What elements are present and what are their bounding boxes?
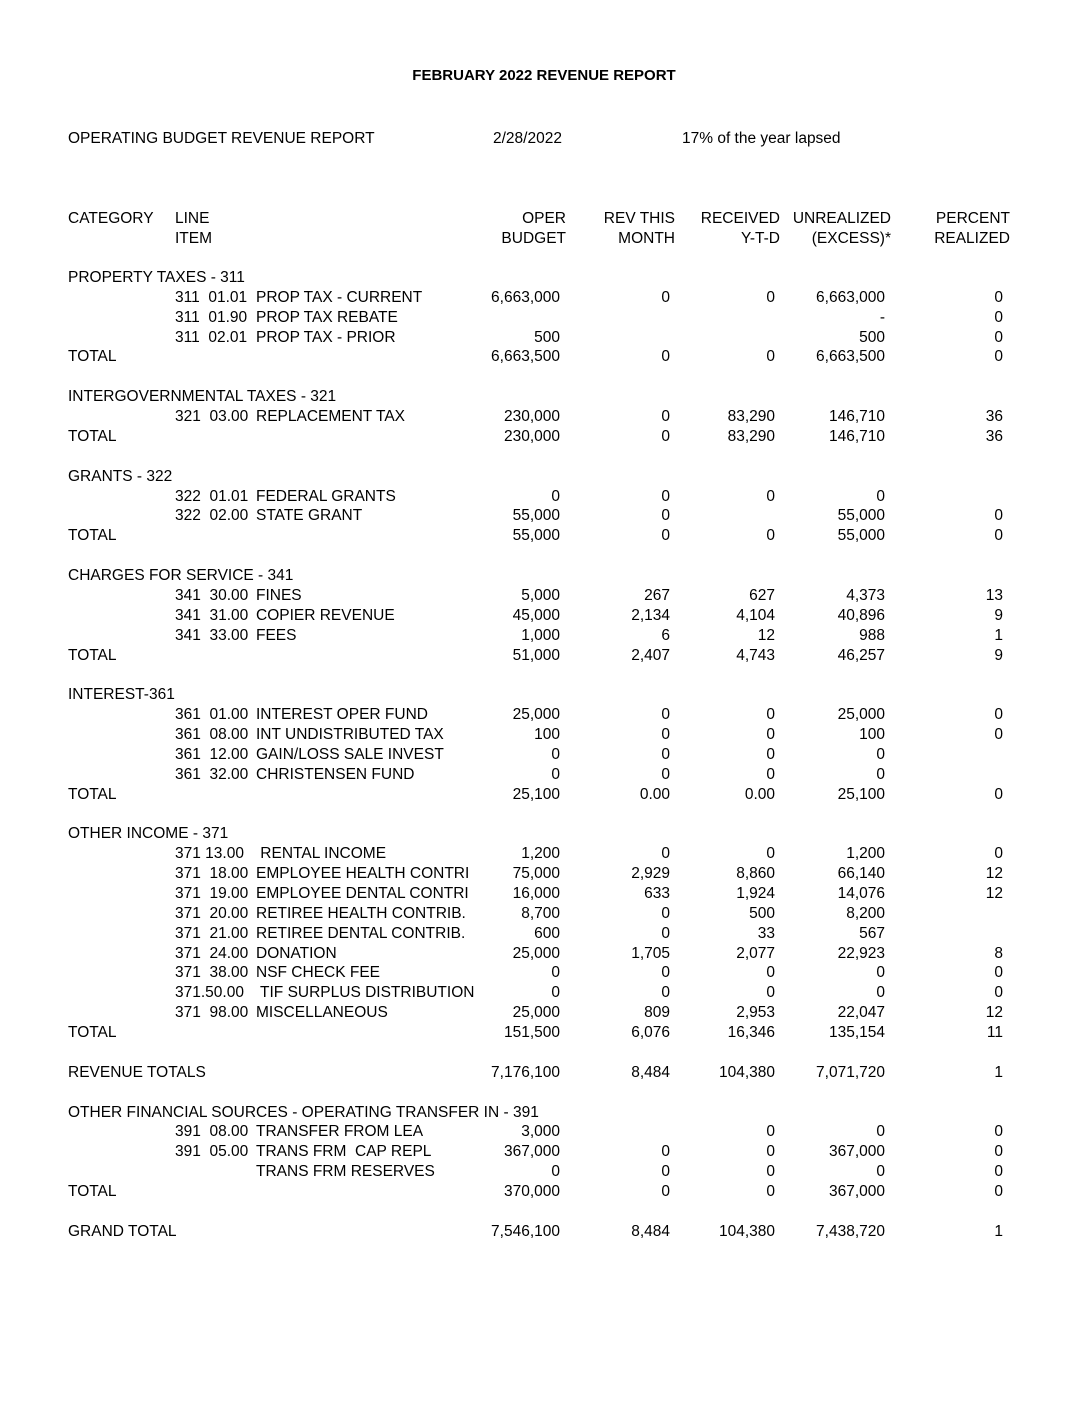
line-code: 311 01.90: [175, 308, 248, 326]
line-description: FEDERAL GRANTS: [256, 487, 396, 505]
cell-budget: 0: [551, 487, 560, 505]
cell-ytd: 83,290: [727, 427, 775, 445]
cell-ytd: 0: [766, 845, 775, 863]
cell-percent: 0: [994, 328, 1003, 346]
section-heading: INTERGOVERNMENTAL TAXES - 321: [68, 388, 337, 406]
cell-budget: 25,100: [512, 785, 560, 803]
cell-unrealized: 1,200: [846, 845, 885, 863]
line-code: 322 01.01: [175, 487, 249, 505]
cell-unrealized: 14,076: [837, 884, 885, 902]
line-code: 391 08.00: [175, 1123, 249, 1141]
cell-ytd: 0: [766, 726, 775, 743]
section-heading: OTHER FINANCIAL SOURCES - OPERATING TRANSFER IN - 391: [68, 1103, 539, 1121]
line-code: 371 19.00: [175, 884, 249, 902]
cell-unrealized: 146,710: [828, 427, 885, 445]
line-description: TIF SURPLUS DISTRIBUTION: [256, 984, 475, 1002]
total-label: TOTAL: [68, 427, 117, 445]
cell-month: 0: [661, 845, 670, 863]
line-description: FEES: [256, 626, 297, 644]
cell-unrealized: 22,923: [837, 944, 885, 962]
total-label: TOTAL: [68, 1183, 117, 1201]
cell-ytd: 0: [766, 487, 775, 505]
cell-ytd: 104,380: [718, 1063, 775, 1081]
line-description: PROP TAX REBATE: [256, 308, 398, 326]
cell-month: 6: [661, 626, 670, 644]
line-code: 371 24.00: [175, 944, 249, 962]
cell-unrealized: 8,200: [846, 904, 885, 922]
cell-percent: 0: [994, 348, 1003, 366]
line-description: REPLACEMENT TAX: [256, 408, 406, 426]
cell-ytd: 12: [757, 626, 775, 644]
cell-budget: 25,000: [512, 706, 560, 724]
cell-percent: 0: [994, 1163, 1003, 1181]
cell-month: 0: [661, 507, 670, 525]
cell-budget: 6,663,500: [491, 348, 560, 366]
report-date: 2/28/2022: [493, 130, 562, 147]
cell-budget: 3,000: [521, 1123, 560, 1141]
line-description: STATE GRANT: [256, 507, 363, 525]
header-unrealized: UNREALIZED: [792, 210, 891, 227]
cell-percent: 0: [994, 845, 1003, 863]
line-description: TRANS FRM RESERVES: [256, 1163, 435, 1181]
cell-percent: 0: [994, 527, 1003, 545]
cell-budget: 370,000: [503, 1183, 560, 1201]
cell-percent: 12: [985, 1004, 1003, 1022]
cell-month: 0: [661, 706, 670, 724]
cell-budget: 25,000: [512, 944, 560, 962]
cell-unrealized: 46,257: [837, 646, 885, 664]
line-description: FINES: [256, 586, 302, 604]
line-code: 341 31.00: [175, 606, 249, 624]
cell-ytd: 0: [766, 348, 775, 366]
cell-month: 2,134: [631, 606, 670, 624]
line-description: DONATION: [256, 944, 337, 962]
cell-budget: 0: [551, 745, 560, 763]
cell-unrealized: 367,000: [828, 1143, 885, 1161]
header-line: LINE: [175, 210, 210, 227]
cell-unrealized: 55,000: [837, 527, 885, 545]
cell-percent: 0: [994, 984, 1003, 1002]
section-heading: INTEREST-361: [68, 686, 175, 704]
cell-percent: 9: [994, 606, 1003, 624]
cell-month: 2,407: [631, 646, 670, 664]
line-description: TRANSFER FROM LEA: [256, 1123, 424, 1141]
cell-month: 0: [661, 1143, 670, 1161]
line-code: 371.50.00: [175, 984, 244, 1002]
cell-unrealized: 6,663,500: [816, 348, 885, 366]
cell-ytd: 104,380: [718, 1222, 775, 1240]
cell-month: 0: [661, 726, 670, 743]
header-budget: BUDGET: [501, 230, 566, 247]
cell-budget: 0: [551, 984, 560, 1002]
line-description: EMPLOYEE HEALTH CONTRI: [256, 865, 470, 883]
cell-percent: 0: [994, 785, 1003, 803]
cell-unrealized: 0: [876, 1123, 885, 1141]
cell-month: 1,705: [631, 944, 670, 962]
line-description: INTEREST OPER FUND: [256, 706, 428, 724]
cell-budget: 75,000: [512, 865, 560, 883]
cell-ytd: 4,743: [736, 646, 775, 664]
cell-ytd: 0: [766, 1123, 775, 1141]
line-description: INT UNDISTRIBUTED TAX: [256, 726, 444, 743]
header-received: RECEIVED: [700, 210, 780, 227]
cell-budget: 230,000: [503, 408, 560, 426]
cell-ytd: 0: [766, 1183, 775, 1201]
total-label: TOTAL: [68, 785, 117, 803]
cell-unrealized: 4,373: [846, 586, 885, 604]
cell-ytd: 8,860: [736, 865, 775, 883]
cell-percent: 36: [985, 427, 1003, 445]
line-code: 371 20.00: [175, 904, 249, 922]
cell-budget: 230,000: [503, 427, 560, 445]
header-oper: OPER: [522, 210, 566, 227]
cell-ytd: 500: [749, 904, 775, 922]
cell-month: 0: [661, 427, 670, 445]
cell-unrealized: 40,896: [837, 606, 885, 624]
line-description: RETIREE HEALTH CONTRIB.: [256, 904, 466, 922]
cell-unrealized: 66,140: [837, 865, 885, 883]
section-heading: PROPERTY TAXES - 311: [68, 269, 245, 286]
header-percent: PERCENT: [935, 210, 1010, 227]
line-code: 361 01.00: [175, 706, 249, 724]
cell-unrealized: -: [879, 308, 885, 326]
cell-budget: 0: [551, 765, 560, 783]
section-heading: OTHER INCOME - 371: [68, 825, 229, 843]
header-realized: REALIZED: [934, 230, 1010, 247]
total-label: TOTAL: [68, 646, 117, 664]
cell-unrealized: 367,000: [828, 1183, 885, 1201]
cell-unrealized: 25,000: [837, 706, 885, 724]
cell-unrealized: 0: [876, 487, 885, 505]
cell-budget: 8,700: [521, 904, 560, 922]
cell-ytd: 627: [749, 586, 775, 604]
cell-budget: 6,663,000: [491, 288, 560, 306]
cell-percent: 0: [994, 706, 1003, 724]
line-code: 322 02.00: [175, 507, 249, 525]
cell-percent: 9: [994, 646, 1003, 664]
cell-month: 8,484: [631, 1222, 670, 1240]
cell-ytd: 0: [766, 765, 775, 783]
line-code: 311 01.01: [175, 288, 248, 306]
report-title: FEBRUARY 2022 REVENUE REPORT: [412, 67, 676, 84]
line-description: TRANS FRM CAP REPL: [256, 1143, 432, 1161]
cell-budget: 1,000: [521, 626, 560, 644]
cell-budget: 5,000: [521, 586, 560, 604]
cell-unrealized: 25,100: [837, 785, 885, 803]
year-lapsed-note: 17% of the year lapsed: [682, 130, 841, 147]
cell-month: 0: [661, 904, 670, 922]
line-code: 371 18.00: [175, 865, 249, 883]
cell-percent: 12: [985, 884, 1003, 902]
total-label: TOTAL: [68, 1024, 117, 1042]
cell-month: 0: [661, 487, 670, 505]
cell-budget: 500: [534, 328, 560, 346]
line-description: COPIER REVENUE: [256, 606, 395, 624]
cell-budget: 16,000: [512, 884, 560, 902]
cell-ytd: 0: [766, 745, 775, 763]
cell-percent: 0: [994, 1143, 1003, 1161]
cell-ytd: 2,077: [736, 944, 775, 962]
cell-budget: 600: [534, 924, 560, 942]
cell-month: 0: [661, 527, 670, 545]
cell-ytd: 4,104: [736, 606, 775, 624]
cell-ytd: 0: [766, 964, 775, 982]
cell-percent: 1: [994, 626, 1003, 644]
line-code: 341 30.00: [175, 586, 249, 604]
cell-unrealized: 6,663,000: [816, 288, 885, 306]
cell-month: 6,076: [631, 1024, 670, 1042]
line-code: 371 21.00: [175, 924, 249, 942]
line-code: 341 33.00: [175, 626, 249, 644]
cell-percent: 0: [994, 507, 1003, 525]
cell-unrealized: 146,710: [828, 408, 885, 426]
cell-ytd: 1,924: [736, 884, 775, 902]
cell-month: 0: [661, 924, 670, 942]
line-code: 371 13.00: [175, 845, 244, 863]
cell-ytd: 0: [766, 1143, 775, 1161]
line-description: CHRISTENSEN FUND: [256, 765, 415, 783]
cell-ytd: 33: [757, 924, 775, 942]
cell-budget: 55,000: [512, 527, 560, 545]
cell-ytd: 83,290: [727, 408, 775, 426]
cell-percent: 8: [994, 944, 1003, 962]
line-code: 361 12.00: [175, 745, 249, 763]
cell-unrealized: 0: [876, 745, 885, 763]
report-name: OPERATING BUDGET REVENUE REPORT: [68, 130, 375, 147]
cell-percent: 13: [985, 586, 1003, 604]
header-rev-this: REV THIS: [603, 210, 675, 227]
cell-month: 0: [661, 745, 670, 763]
cell-budget: 25,000: [512, 1004, 560, 1022]
cell-month: 2,929: [631, 865, 670, 883]
cell-month: 0: [661, 984, 670, 1002]
cell-month: 0: [661, 765, 670, 783]
section-heading: GRANTS - 322: [68, 467, 173, 485]
cell-unrealized: 0: [876, 984, 885, 1002]
header-excess: (EXCESS)*: [811, 230, 891, 247]
cell-ytd: 0: [766, 1163, 775, 1181]
cell-unrealized: 135,154: [828, 1024, 885, 1042]
cell-month: 0: [661, 964, 670, 982]
cell-budget: 100: [534, 726, 560, 743]
cell-percent: 36: [985, 408, 1003, 426]
cell-unrealized: 500: [859, 328, 885, 346]
cell-percent: 0: [994, 308, 1003, 326]
line-description: EMPLOYEE DENTAL CONTRI: [256, 884, 469, 902]
cell-month: 8,484: [631, 1063, 670, 1081]
cell-month: 809: [644, 1004, 670, 1022]
cell-percent: 1: [994, 1063, 1003, 1081]
cell-budget: 7,546,100: [491, 1222, 560, 1240]
cell-month: 0: [661, 1163, 670, 1181]
cell-percent: 0: [994, 1183, 1003, 1201]
cell-month: 633: [644, 884, 670, 902]
cell-percent: 12: [985, 865, 1003, 883]
cell-ytd: 0: [766, 706, 775, 724]
line-description: PROP TAX - CURRENT: [256, 288, 423, 306]
cell-budget: 7,176,100: [491, 1063, 560, 1081]
cell-budget: 51,000: [512, 646, 560, 664]
line-description: NSF CHECK FEE: [256, 964, 381, 982]
cell-percent: 1: [994, 1222, 1003, 1240]
cell-ytd: 16,346: [727, 1024, 775, 1042]
line-description: PROP TAX - PRIOR: [256, 328, 396, 346]
cell-unrealized: 22,047: [837, 1004, 885, 1022]
total-label: GRAND TOTAL: [68, 1222, 177, 1240]
line-code: 371 98.00: [175, 1004, 249, 1022]
cell-unrealized: 0: [876, 1163, 885, 1181]
cell-budget: 0: [551, 1163, 560, 1181]
cell-percent: 0: [994, 726, 1003, 743]
cell-unrealized: 0: [876, 765, 885, 783]
section-heading: CHARGES FOR SERVICE - 341: [68, 567, 294, 585]
line-description: RENTAL INCOME: [256, 845, 387, 863]
cell-ytd: 0: [766, 984, 775, 1002]
total-label: TOTAL: [68, 348, 117, 366]
cell-month: 0: [661, 288, 670, 306]
line-code: 321 03.00: [175, 408, 249, 426]
line-description: RETIREE DENTAL CONTRIB.: [256, 924, 466, 942]
cell-ytd: 2,953: [736, 1004, 775, 1022]
cell-ytd: 0: [766, 288, 775, 306]
header-ytd: Y-T-D: [740, 230, 780, 247]
cell-unrealized: 7,071,720: [816, 1063, 885, 1081]
header-category: CATEGORY: [68, 210, 154, 227]
cell-unrealized: 0: [876, 964, 885, 982]
total-label: REVENUE TOTALS: [68, 1063, 206, 1081]
cell-unrealized: 988: [859, 626, 885, 644]
total-label: TOTAL: [68, 527, 117, 545]
cell-month: 267: [644, 586, 670, 604]
cell-percent: 0: [994, 964, 1003, 982]
cell-unrealized: 7,438,720: [816, 1222, 885, 1240]
line-code: 311 02.01: [175, 328, 248, 346]
header-month: MONTH: [618, 230, 675, 247]
cell-month: 0.00: [639, 785, 670, 803]
line-code: 361 08.00: [175, 726, 249, 743]
cell-budget: 1,200: [521, 845, 560, 863]
cell-unrealized: 55,000: [837, 507, 885, 525]
header-item: ITEM: [175, 230, 213, 247]
line-code: 371 38.00: [175, 964, 249, 982]
cell-unrealized: 567: [859, 924, 885, 942]
cell-month: 0: [661, 1183, 670, 1201]
cell-ytd: 0.00: [744, 785, 775, 803]
cell-percent: 0: [994, 288, 1003, 306]
line-description: MISCELLANEOUS: [256, 1004, 388, 1022]
cell-budget: 45,000: [512, 606, 560, 624]
cell-ytd: 0: [766, 527, 775, 545]
line-code: 391 05.00: [175, 1143, 249, 1161]
cell-budget: 55,000: [512, 507, 560, 525]
line-code: 361 32.00: [175, 765, 249, 783]
cell-budget: 151,500: [503, 1024, 560, 1042]
line-description: GAIN/LOSS SALE INVEST: [256, 745, 444, 763]
cell-month: 0: [661, 348, 670, 366]
cell-month: 0: [661, 408, 670, 426]
cell-unrealized: 100: [859, 726, 885, 743]
cell-budget: 0: [551, 964, 560, 982]
cell-budget: 367,000: [503, 1143, 560, 1161]
cell-percent: 0: [994, 1123, 1003, 1141]
cell-percent: 11: [986, 1024, 1003, 1042]
